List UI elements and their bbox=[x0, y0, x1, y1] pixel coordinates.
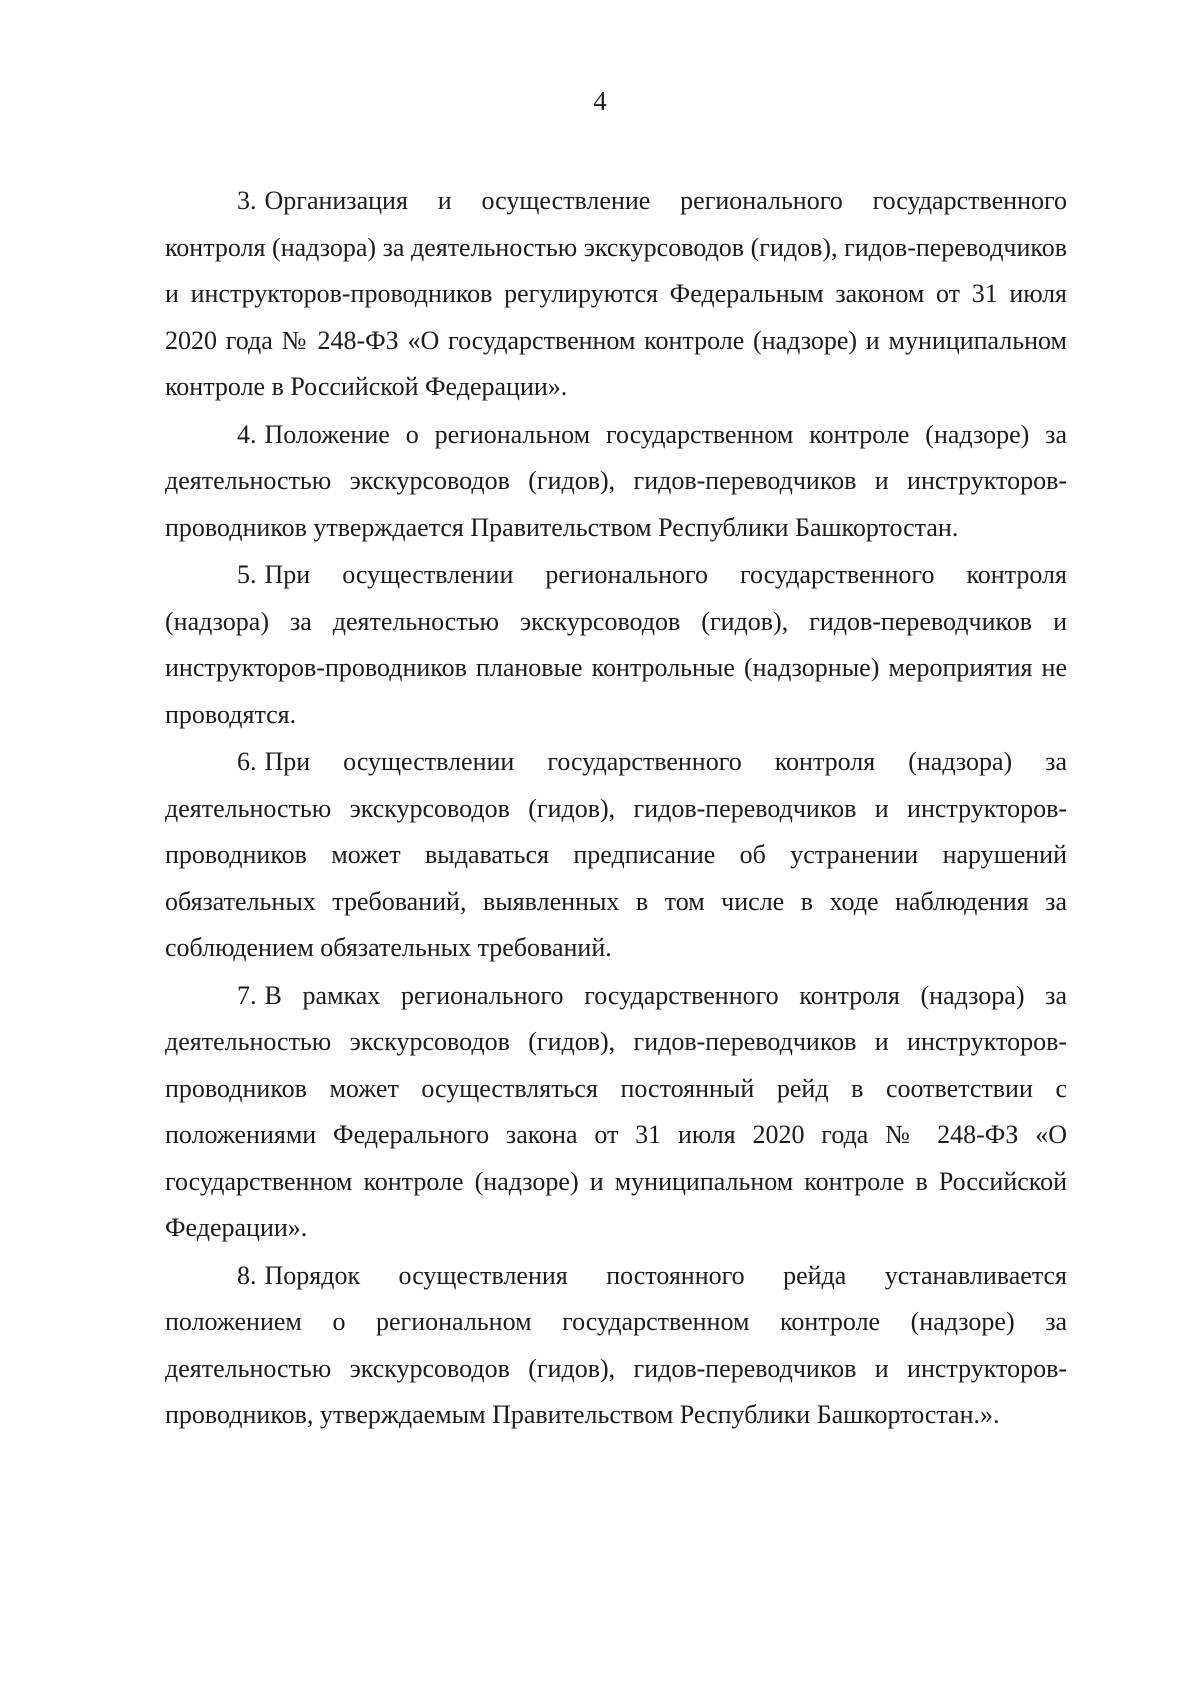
paragraph-number: 6. bbox=[237, 747, 257, 776]
paragraph-text: Порядок осуществления постоянного рейда устанавливается положением о региональном государственном контроле (надзоре) за деятельностью экскурсоводов (гидов), гидов-переводчиков и инструкторов-проводников, утверждаемым Правительством Республики Башкортостан.». bbox=[165, 1260, 1067, 1429]
paragraph-7 bbox=[165, 973, 1067, 1252]
paragraph-number: 8. bbox=[237, 1260, 257, 1290]
paragraph-number: 3. bbox=[237, 186, 257, 215]
paragraph-5 bbox=[165, 552, 1067, 738]
paragraph-8 bbox=[165, 1253, 1067, 1439]
paragraph-number: 4. bbox=[237, 419, 257, 449]
page-number: 4 bbox=[593, 86, 607, 116]
paragraph-text: В рамках регионального государственного контроля (надзора) за деятельностью экскурсоводов (гидов), гидов-переводчиков и инструкторов-проводников может осуществляться постоянный рейд в соответствии с положениями Федерального закона от 31 июля 2020 года № 248-ФЗ «О государственном контроле (надзоре) и муниципальном контроле в Российской Федерации». bbox=[165, 980, 1067, 1242]
paragraph-3 bbox=[165, 178, 1067, 411]
paragraph-text: При осуществлении государственного контроля (надзора) за деятельностью экскурсоводов (гидов), гидов-переводчиков и инструкторов-проводников может выдаваться предписание об устранении нарушений обязательных требований, выявленных в том числе в ходе наблюдения за соблюдением обязательных требований. bbox=[165, 747, 1067, 962]
paragraph-text: При осуществлении регионального государственного контроля (надзора) за деятельностью экскурсоводов (гидов), гидов-переводчиков и инструкторов-проводников плановые контрольные (надзорные) мероприятия не проводятся. bbox=[165, 560, 1067, 729]
paragraph-6 bbox=[165, 739, 1067, 972]
paragraph-text: Организация и осуществление регионального государственного контроля (надзора) за деятельностью экскурсоводов (гидов), гидов-переводчиков и инструкторов-проводников регулируются Федеральным законом от 31 июля 2020 года № 248-ФЗ «О государственном контроле (надзоре) и муниципальном контроле в Российской Федерации». bbox=[165, 186, 1067, 401]
paragraph-number: 7. bbox=[237, 980, 257, 1010]
paragraph-4 bbox=[165, 412, 1067, 552]
paragraph-number: 5. bbox=[237, 560, 257, 589]
document-body bbox=[165, 178, 1067, 1439]
paragraph-text: Положение о региональном государственном контроле (надзоре) за деятельностью экскурсоводов (гидов), гидов-переводчиков и инструкторов-проводников утверждается Правительством Республики Башкортостан. bbox=[165, 419, 1067, 542]
